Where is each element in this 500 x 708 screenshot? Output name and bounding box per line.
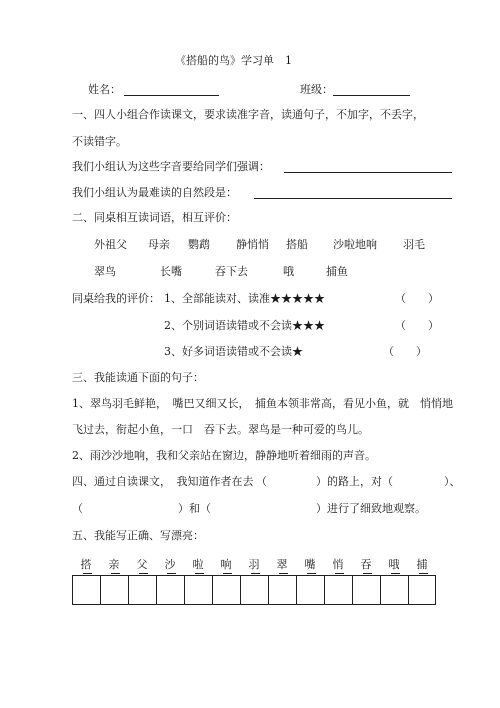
section-4-line-1: 四、通过自读课文， 我知道作者在去: [72, 475, 254, 488]
class-label: 班级：: [300, 83, 333, 96]
grid-tick: [391, 573, 400, 574]
grid-divider: [268, 576, 269, 604]
practice-char: 捕: [416, 558, 428, 571]
practice-char: 悄: [332, 558, 344, 571]
grid-divider: [352, 576, 353, 604]
grid-divider: [100, 576, 101, 604]
word: 羽毛: [403, 238, 425, 251]
practice-char: 沙: [164, 558, 176, 571]
word: 外祖父: [94, 238, 127, 251]
eval-choice-2[interactable]: （ ）: [395, 319, 439, 332]
practice-char: 响: [220, 558, 232, 571]
grid-divider: [380, 576, 381, 604]
grid-tick: [251, 573, 260, 574]
grid-divider: [408, 576, 409, 604]
route-open-paren: （: [256, 475, 267, 488]
grid-divider: [212, 576, 213, 604]
name-field[interactable]: [124, 95, 219, 96]
section-1-heading: 一、四人小组合作读课文，要求读准字音，读通句子，不加字，不丢字，: [72, 108, 424, 121]
practice-char: 吞: [360, 558, 372, 571]
eval-option-1: 1、全部能读对、读准★★★★★: [164, 292, 325, 305]
grid-tick: [139, 573, 148, 574]
grid-divider: [240, 576, 241, 604]
grid-divider: [156, 576, 157, 604]
sentence-1-line-1: 1、翠鸟羽毛鲜艳， 嘴巴又细又长， 捕鱼本领非常高，看见小鱼，就 悄悄地: [72, 397, 453, 410]
word: 翠鸟: [94, 265, 116, 278]
grid-tick: [111, 573, 120, 574]
grid-tick: [167, 573, 176, 574]
grid-divider: [324, 576, 325, 604]
practice-char: 父: [136, 558, 148, 571]
grid-divider: [184, 576, 185, 604]
practice-char: 嘴: [304, 558, 316, 571]
eval-choice-3[interactable]: （ ）: [383, 345, 427, 358]
grid-tick: [279, 573, 288, 574]
sentence-1-line-2: 飞过去，衔起小鱼，一口 吞下去。翠鸟是一种可爱的鸟儿。: [72, 423, 369, 436]
word: 捕鱼: [326, 265, 348, 278]
grid-tick: [83, 573, 92, 574]
grid-tick: [419, 573, 428, 574]
observed-2-open-paren: （: [72, 502, 83, 515]
word: 吞下去: [215, 265, 248, 278]
class-field[interactable]: [333, 95, 410, 96]
practice-char: 翠: [276, 558, 288, 571]
stress-sounds-label: 我们小组认为这些字音要给同学们强调：: [72, 160, 270, 173]
eval-choice-1[interactable]: （ ）: [395, 292, 439, 305]
word: 沙啦地响: [333, 238, 377, 251]
grid-tick: [195, 573, 204, 574]
hardest-paragraph-field[interactable]: [254, 198, 452, 199]
page-title: 《搭船的鸟》学习单 1: [175, 54, 292, 67]
grid-tick: [363, 573, 372, 574]
stress-sounds-field[interactable]: [284, 172, 452, 173]
grid-divider: [296, 576, 297, 604]
eval-option-3: 3、好多词语读错或不会读★: [164, 345, 303, 358]
eval-option-2: 2、个别词语读错或不会读★★★: [164, 319, 325, 332]
practice-char: 搭: [80, 558, 92, 571]
practice-char: 哦: [388, 558, 400, 571]
word: 搭船: [286, 238, 308, 251]
observed-2-close-paren: ）和（: [178, 502, 211, 515]
observed-1-close-paren: ）、: [444, 475, 461, 488]
observed-3-close-paren: ）进行了细致地观察。: [316, 502, 426, 515]
practice-char: 羽: [248, 558, 260, 571]
section-3-heading: 三、我能读通下面的句子：: [72, 371, 204, 384]
practice-char: 亲: [108, 558, 120, 571]
word: 鹦鹉: [188, 238, 210, 251]
grid-tick: [307, 573, 316, 574]
word: 静悄悄: [236, 238, 269, 251]
hardest-paragraph-label: 我们小组认为最难读的自然段是：: [72, 186, 237, 199]
sentence-2: 2、雨沙沙地响，我和父亲站在窗边，静静地听着细雨的声音。: [72, 449, 376, 462]
route-close-paren: ）的路上，对（: [316, 475, 393, 488]
grid-tick: [335, 573, 344, 574]
writing-grid[interactable]: [72, 575, 436, 605]
peer-eval-label: 同桌给我的评价：: [72, 292, 160, 305]
word: 哦: [283, 265, 294, 278]
name-label: 姓名：: [88, 83, 121, 96]
practice-char: 啦: [192, 558, 204, 571]
grid-divider: [128, 576, 129, 604]
word: 长嘴: [160, 265, 182, 278]
section-1-heading-cont: 不读错字。: [72, 135, 127, 148]
section-2-heading: 二、同桌相互读词语，相互评价：: [72, 211, 237, 224]
word: 母亲: [148, 238, 170, 251]
section-5-heading: 五、我能写正确、写漂亮：: [72, 529, 204, 542]
grid-tick: [223, 573, 232, 574]
